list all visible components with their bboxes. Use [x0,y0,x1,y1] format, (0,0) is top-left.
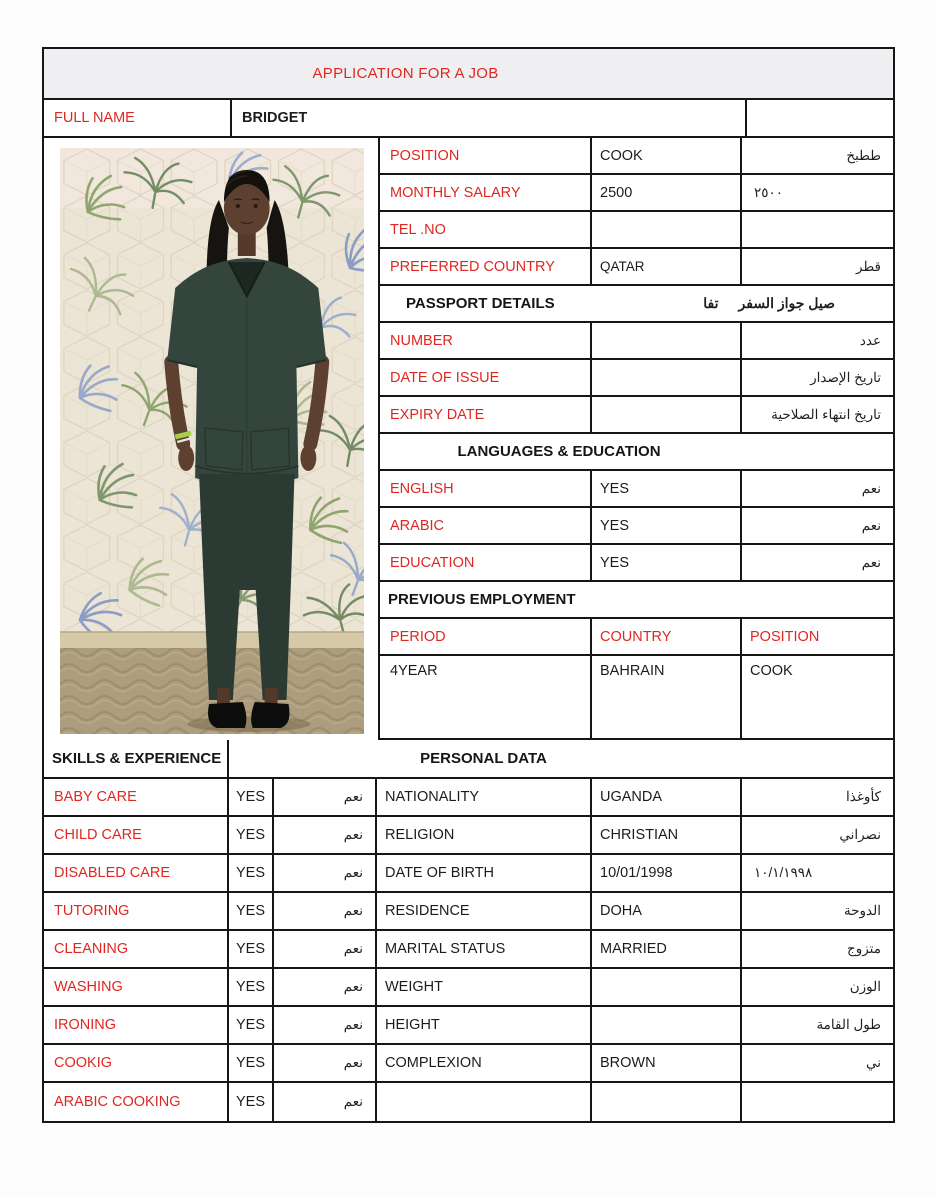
cookig-arabic: نعم [274,1045,377,1081]
form-title: APPLICATION FOR A JOB [44,49,893,100]
complexion-value: BROWN [592,1045,742,1081]
arabic-cooking-arabic: نعم [274,1083,377,1121]
monthly-salary-label: MONTHLY SALARY [380,175,592,210]
employment-position-value: COOK [750,663,793,679]
languages-header [380,434,893,469]
child-care-yes: YES [229,817,274,853]
row-position [380,138,893,175]
monthly-salary-arabic: ٢٥٠٠ [754,184,784,200]
passport-details-header [380,286,893,321]
date-of-issue-value [592,360,742,395]
row-child-care-religion [44,817,893,855]
complexion-label: COMPLEXION [377,1045,592,1081]
ironing-label: IRONING [44,1007,229,1043]
row-tutoring-residence [44,893,893,931]
row-english [380,471,893,508]
row-arabic-cooking-empty [44,1083,893,1121]
row-expiry-date [380,397,893,434]
middle-section [44,138,893,740]
expiry-date-arabic: تاريخ انتهاء الصلاحية [771,406,881,422]
nationality-value: UGANDA [592,779,742,815]
row-passport-number [380,323,893,360]
date-of-birth-value: 10/01/1998 [592,855,742,891]
marital-status-arabic: متزوج [847,941,881,956]
skills-title: SKILLS & EXPERIENCE [44,740,229,777]
arabic-cooking-label: ARABIC COOKING [44,1083,229,1121]
weight-arabic: الوزن [849,979,881,994]
preferred-country-arabic: قطر [856,258,881,274]
height-label: HEIGHT [377,1007,592,1043]
row-baby-care-nationality [44,779,893,817]
row-education [380,545,893,582]
ironing-yes: YES [229,1007,274,1043]
tel-no-value [592,212,742,247]
full-name-value: BRIDGET [232,100,747,136]
empty-personal-value [592,1083,742,1121]
disabled-care-label: DISABLED CARE [44,855,229,891]
row-arabic-language [380,508,893,545]
religion-value: CHRISTIAN [592,817,742,853]
child-care-label: CHILD CARE [44,817,229,853]
tel-no-label: TEL .NO [380,212,592,247]
applicant-photo [60,148,364,734]
passport-number-value [592,323,742,358]
tutoring-yes: YES [229,893,274,929]
nationality-arabic: كأوغذا [846,789,881,804]
education-arabic: نعم [861,554,881,570]
cleaning-label: CLEANING [44,931,229,967]
expiry-date-label: EXPIRY DATE [380,397,592,432]
period-header: PERIOD [380,619,592,654]
religion-arabic: نصراني [839,827,881,842]
education-value: YES [592,545,742,580]
complexion-arabic: ني [865,1055,881,1070]
personal-data-title: PERSONAL DATA [420,750,547,767]
employment-data-row [380,656,893,740]
row-washing-weight [44,969,893,1007]
english-arabic: نعم [861,480,881,496]
row-cleaning-marital-status [44,931,893,969]
arabic-language-label: ARABIC [380,508,592,543]
full-name-label: FULL NAME [44,100,232,136]
position-header: POSITION [750,628,820,645]
tutoring-arabic: نعم [274,893,377,929]
cookig-yes: YES [229,1045,274,1081]
disabled-care-arabic: نعم [274,855,377,891]
arabic-language-arabic: نعم [861,517,881,533]
expiry-date-value [592,397,742,432]
previous-employment-header-row [380,582,893,619]
date-of-birth-arabic: ١٠/١/١٩٩٨ [754,865,813,880]
tutoring-label: TUTORING [44,893,229,929]
marital-status-label: MARITAL STATUS [377,931,592,967]
height-arabic: طول القامة [816,1017,881,1032]
country-header: COUNTRY [592,619,742,654]
applicant-photo-cell [44,138,380,740]
english-label: ENGLISH [380,471,592,506]
employment-period-value: 4YEAR [380,656,592,738]
nationality-label: NATIONALITY [377,779,592,815]
position-value: COOK [592,138,742,173]
details-stack [380,138,893,740]
preferred-country-label: PREFERRED COUNTRY [380,249,592,284]
personal-data-header [229,740,893,777]
row-disabled-care-dob [44,855,893,893]
baby-care-label: BABY CARE [44,779,229,815]
disabled-care-yes: YES [229,855,274,891]
baby-care-yes: YES [229,779,274,815]
arabic-cooking-yes: YES [229,1083,274,1121]
row-monthly-salary [380,175,893,212]
residence-label: RESIDENCE [377,893,592,929]
date-of-issue-label: DATE OF ISSUE [380,360,592,395]
row-tel-no [380,212,893,249]
washing-arabic: نعم [274,969,377,1005]
arabic-language-value: YES [592,508,742,543]
residence-value: DOHA [592,893,742,929]
employment-country-value: BAHRAIN [592,656,742,738]
application-form-table [42,47,895,1123]
cleaning-yes: YES [229,931,274,967]
previous-employment-title: PREVIOUS EMPLOYMENT [388,591,576,608]
english-value: YES [592,471,742,506]
full-name-empty-cell [747,100,893,136]
bottom-section [44,740,893,1121]
previous-employment-header [380,582,893,617]
row-ironing-height [44,1007,893,1045]
full-name-row [44,100,893,138]
ironing-arabic: نعم [274,1007,377,1043]
tel-no-arabic [742,212,893,247]
marital-status-value: MARRIED [592,931,742,967]
baby-care-arabic: نعم [274,779,377,815]
preferred-country-value: QATAR [592,249,742,284]
child-care-arabic: نعم [274,817,377,853]
position-arabic: ططبخ [846,147,881,163]
cleaning-arabic: نعم [274,931,377,967]
passport-number-arabic: عدد [859,332,881,348]
monthly-salary-value: 2500 [592,175,742,210]
weight-value [592,969,742,1005]
empty-personal-label [377,1083,592,1121]
employment-columns-row [380,619,893,656]
weight-label: WEIGHT [377,969,592,1005]
passport-number-label: NUMBER [380,323,592,358]
education-label: EDUCATION [380,545,592,580]
languages-title: LANGUAGES & EDUCATION [457,443,661,460]
height-value [592,1007,742,1043]
position-label: POSITION [380,138,592,173]
residence-arabic: الدوحة [843,903,881,918]
row-cookig-complexion [44,1045,893,1083]
skills-personal-header-row [44,740,893,779]
languages-header-row [380,434,893,471]
cookig-label: COOKIG [44,1045,229,1081]
religion-label: RELIGION [377,817,592,853]
passport-details-header-row [380,286,893,323]
passport-details-arabic: تفا صيل جواز السفر [703,295,835,311]
row-preferred-country [380,249,893,286]
washing-yes: YES [229,969,274,1005]
empty-personal-arabic [742,1083,893,1121]
date-of-issue-arabic: تاريخ الإصدار [810,369,881,385]
passport-details-title: PASSPORT DETAILS [406,295,555,312]
date-of-birth-label: DATE OF BIRTH [377,855,592,891]
row-date-of-issue [380,360,893,397]
washing-label: WASHING [44,969,229,1005]
